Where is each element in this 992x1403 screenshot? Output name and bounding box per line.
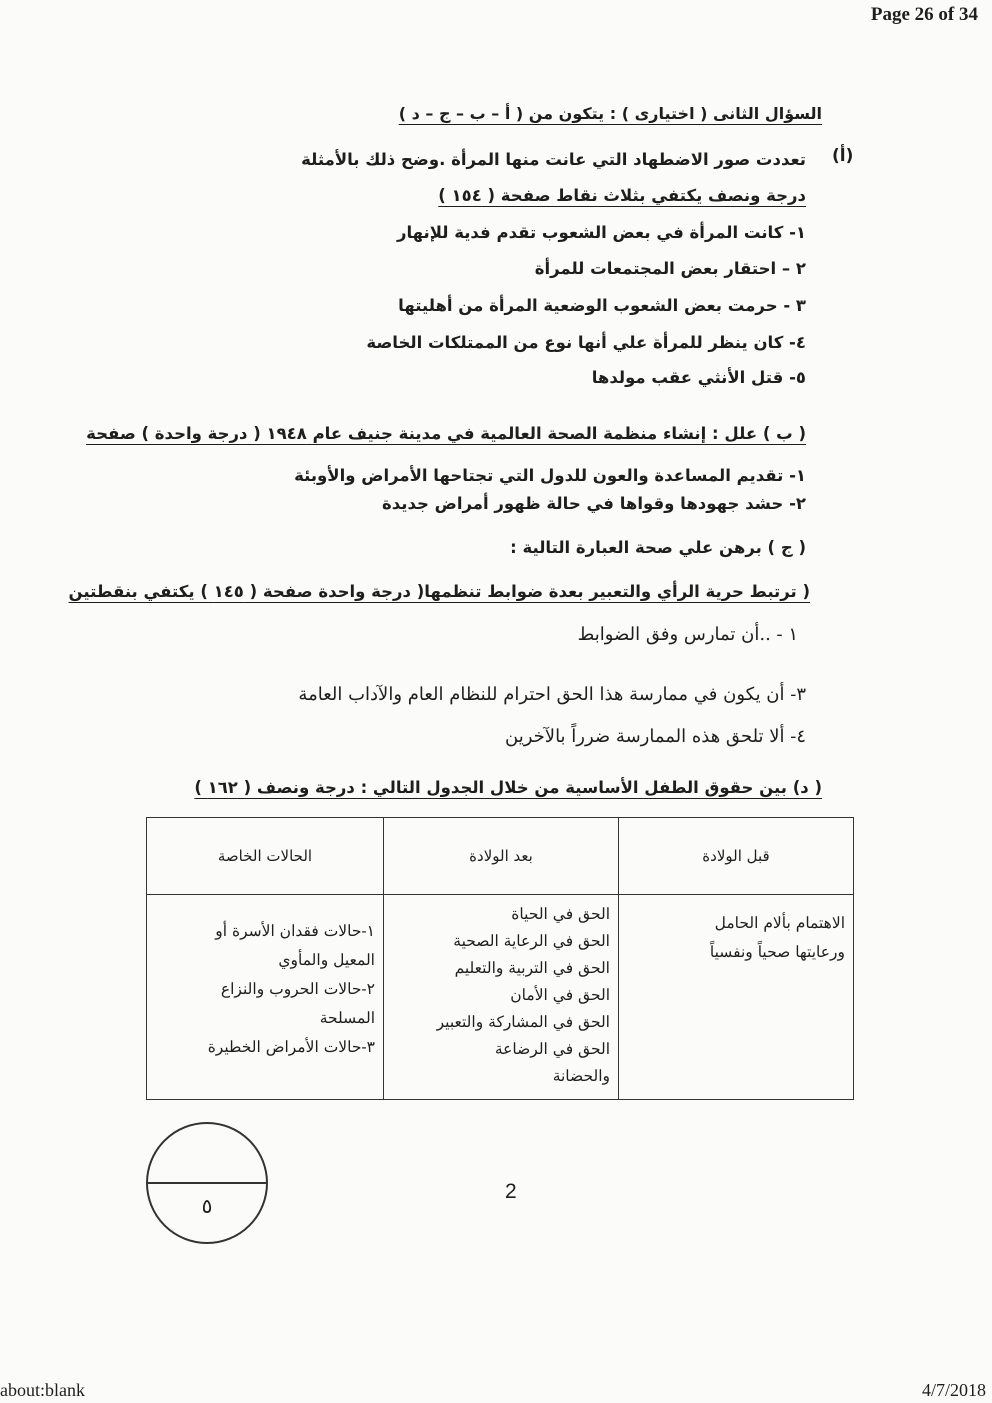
part-b-item: ٢- حشد جهودها وقواها في حالة ظهور أمراض جديدة xyxy=(382,494,806,513)
part-a-item: ١- كانت المرأة في بعض الشعوب تقدم فدية للإنهار xyxy=(396,223,806,242)
cell-line: ١-حالات فقدان الأسرة أو xyxy=(215,922,375,940)
table-header: قبل الولادة xyxy=(619,818,854,895)
table-header: بعد الولادة xyxy=(384,818,619,895)
cell-line: الحق في الرضاعة xyxy=(494,1040,610,1058)
part-c-prompt: ( ج ) برهن علي صحة العبارة التالية : xyxy=(510,538,806,557)
child-rights-table xyxy=(146,817,854,1100)
part-a-item: ٣ - حرمت بعض الشعوب الوضعية المرأة من أهليتها xyxy=(398,296,806,315)
cell-line: الاهتمام بألام الحامل xyxy=(714,914,845,932)
cell-line: الحق في الرعاية الصحية xyxy=(453,932,610,950)
after-birth-cell xyxy=(384,895,619,1100)
part-c-item: ١ - ..أن تمارس وفق الضوابط xyxy=(577,624,798,645)
part-a-prompt: تعددت صور الاضطهاد التي عانت منها المرأة .وضح ذلك بالأمثلة xyxy=(301,150,806,169)
cell-line: الحق في الأمان xyxy=(510,986,610,1004)
part-a-item: ٥- قتل الأنثي عقب مولدها xyxy=(591,368,806,387)
table-header-row xyxy=(147,818,854,895)
cell-line: ٢-حالات الحروب والنزاع xyxy=(220,980,375,998)
score-divider xyxy=(148,1182,266,1184)
part-a-marker: (أ) xyxy=(832,146,854,166)
cell-line: الحق في التربية والتعليم xyxy=(454,959,610,977)
cell-line: والحضانة xyxy=(552,1067,610,1085)
part-c-statement: ( ترتبط حرية الرأي والتعبير بعدة ضوابط تنظمها( درجة واحدة صفحة ( ١٤٥ ) يكتفي بنقطتين xyxy=(68,582,810,601)
footer-url: about:blank xyxy=(0,1380,85,1400)
cell-line: ٣-حالات الأمراض الخطيرة xyxy=(207,1038,375,1056)
part-d-prompt: ( د) بين حقوق الطفل الأساسية من خلال الجدول التالي : درجة ونصف ( ١٦٢ ) xyxy=(194,778,822,797)
part-c-item: ٤- ألا تلحق هذه الممارسة ضرراً بالآخرين xyxy=(505,726,806,747)
cell-line: الحق في المشاركة والتعبير xyxy=(436,1013,610,1031)
cell-line: الحق في الحياة xyxy=(511,905,610,923)
question-title: السؤال الثانى ( اختيارى ) : يتكون من ( أ – ب – ج – د ) xyxy=(398,104,822,123)
part-a-grading: درجة ونصف يكتفي بثلاث نقاط صفحة ( ١٥٤ ) xyxy=(438,186,806,205)
cell-line: المسلحة xyxy=(319,1009,375,1027)
before-birth-cell xyxy=(619,895,854,1100)
part-c-item: ٣- أن يكون في ممارسة هذا الحق احترام للنظام العام والآداب العامة xyxy=(298,684,806,705)
part-b-item: ١- تقديم المساعدة والعون للدول التي تجتاحها الأمراض والأوبئة xyxy=(294,466,806,485)
table-row xyxy=(147,895,854,1100)
part-b-prompt: ( ب ) علل : إنشاء منظمة الصحة العالمية في مدينة جنيف عام ١٩٤٨ ( درجة واحدة ) صفحة xyxy=(86,424,806,443)
score-value: ٥ xyxy=(201,1194,213,1218)
cell-line: ورعايتها صحياً ونفسياً xyxy=(709,943,845,961)
score-circle xyxy=(146,1122,268,1244)
page-number: 2 xyxy=(505,1180,517,1203)
footer-date: 4/7/2018 xyxy=(921,1380,986,1400)
part-a-item: ٢ – احتقار بعض المجتمعات للمرأة xyxy=(534,259,806,278)
table-header: الحالات الخاصة xyxy=(147,818,384,895)
page-header: Page 26 of 34 xyxy=(870,4,978,25)
cell-line: المعيل والمأوي xyxy=(278,951,375,969)
special-cases-cell xyxy=(147,895,384,1100)
part-a-item: ٤- كان ينظر للمرأة علي أنها نوع من الممتلكات الخاصة xyxy=(366,333,806,352)
